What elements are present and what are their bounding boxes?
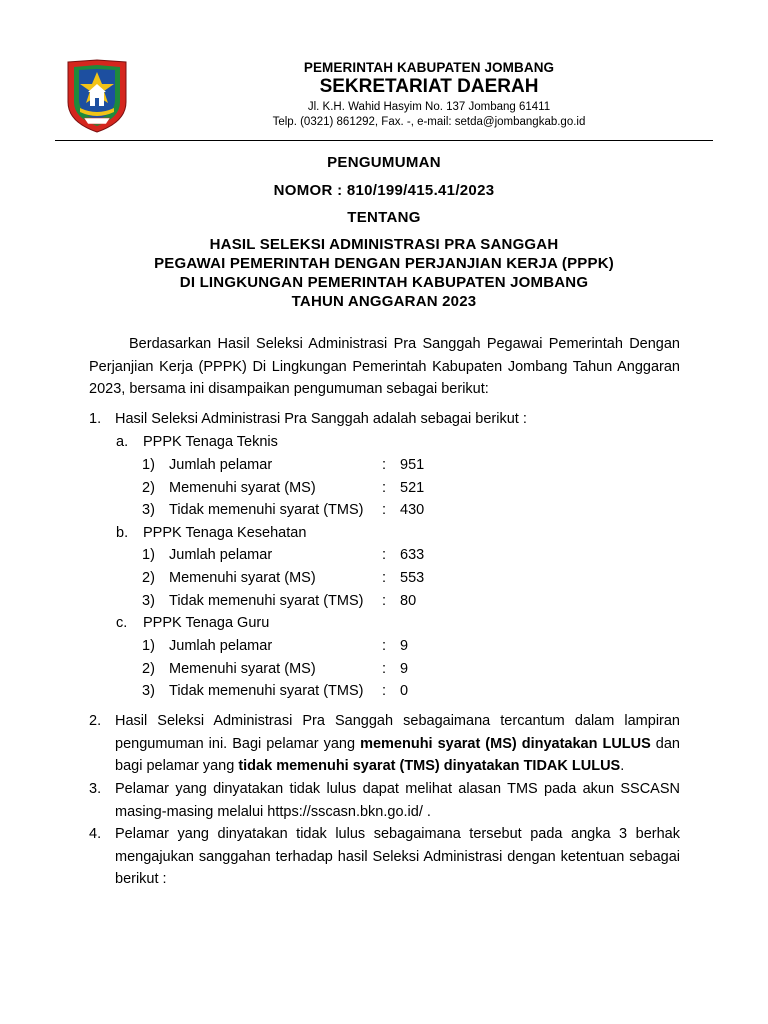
- point-2: [89, 710, 680, 778]
- row-separator: :: [382, 683, 387, 699]
- row-value: 633: [400, 547, 425, 563]
- point-number: 4.: [89, 826, 102, 842]
- group-name: PPPK Tenaga Teknis: [143, 434, 278, 450]
- row-value: 0: [400, 683, 409, 699]
- row-index: 3): [142, 502, 155, 518]
- row-value: 80: [400, 593, 417, 609]
- row-value: 9: [400, 638, 409, 654]
- subject-line: HASIL SELEKSI ADMINISTRASI PRA SANGGAH: [209, 236, 559, 253]
- row-index: 2): [142, 570, 155, 586]
- row-value: 9: [400, 661, 409, 677]
- point-text-part: .: [620, 758, 625, 775]
- row-index: 1): [142, 457, 155, 473]
- letterhead-divider: [55, 140, 713, 141]
- announcement-titles: [60, 153, 708, 311]
- announcement-about: TENTANG: [347, 209, 421, 226]
- stat-row: [142, 680, 462, 703]
- point-number: 1.: [89, 411, 102, 427]
- point-text-part: dan bagi pelamar yang: [115, 735, 680, 775]
- row-index: 1): [142, 547, 155, 563]
- row-separator: :: [382, 480, 387, 496]
- row-label: Tidak memenuhi syarat (TMS): [169, 683, 364, 699]
- row-separator: :: [382, 457, 387, 473]
- group-letter: a.: [116, 434, 129, 450]
- group-name: PPPK Tenaga Kesehatan: [143, 525, 307, 541]
- group-heading: [116, 612, 269, 635]
- stat-row: [142, 590, 462, 613]
- jombang-regency-emblem-icon: [66, 58, 128, 134]
- subject-line: DI LINGKUNGAN PEMERINTAH KABUPATEN JOMBANG: [179, 274, 589, 291]
- point-number: 2.: [89, 713, 102, 729]
- row-value: 521: [400, 480, 425, 496]
- point-text-bold: tidak memenuhi syarat (TMS) dinyatakan TIDAK LULUS: [238, 758, 621, 775]
- stat-row: [142, 544, 462, 567]
- stat-row: [142, 499, 462, 522]
- stat-row: [142, 635, 462, 658]
- announcement-number: NOMOR : 810/199/415.41/2023: [273, 182, 495, 199]
- group-letter: c.: [116, 615, 128, 631]
- group-name: PPPK Tenaga Guru: [143, 615, 270, 631]
- point-4: [89, 823, 680, 891]
- point-text-bold: memenuhi syarat (MS) dinyatakan LULUS: [360, 735, 651, 752]
- letterhead-address: Jl. K.H. Wahid Hasyim No. 137 Jombang 61411: [307, 101, 551, 113]
- group-heading: [116, 522, 306, 545]
- row-index: 2): [142, 480, 155, 496]
- row-label: Tidak memenuhi syarat (TMS): [169, 593, 364, 609]
- row-label: Jumlah pelamar: [169, 638, 273, 654]
- row-label: Memenuhi syarat (MS): [169, 480, 316, 496]
- point-number: 3.: [89, 781, 102, 797]
- row-value: 430: [400, 502, 425, 518]
- subject-line: PEGAWAI PEMERINTAH DENGAN PERJANJIAN KERJA (PPPK): [154, 255, 614, 272]
- letterhead-office: SEKRETARIAT DAERAH: [319, 76, 539, 97]
- row-index: 3): [142, 683, 155, 699]
- point-text: Pelamar yang dinyatakan tidak lulus dapat melihat alasan TMS pada akun SSCASN masing-masing melalui https://sscasn.bkn.go.id/ .: [115, 781, 680, 820]
- point-text: Hasil Seleksi Administrasi Pra Sanggah adalah sebagai berikut :: [115, 411, 527, 427]
- row-separator: :: [382, 547, 387, 563]
- intro-paragraph: Berdasarkan Hasil Seleksi Administrasi Pra Sanggah Pegawai Pemerintah Dengan Perjanjian Kerja (PPPK) Di Lingkungan Pemerintah Kabupaten Jombang Tahun Anggaran 2023, bersama ini disampaikan pengumuman sebagai berikut:: [89, 336, 680, 398]
- point-text: Pelamar yang dinyatakan tidak lulus sebagaimana tersebut pada angka 3 berhak mengajukan sanggahan terhadap hasil Seleksi Administrasi dengan ketentuan sebagai berikut :: [115, 826, 680, 888]
- row-separator: :: [382, 638, 387, 654]
- row-value: 951: [400, 457, 425, 473]
- group-heading: [116, 431, 278, 454]
- row-label: Jumlah pelamar: [169, 457, 273, 473]
- row-label: Tidak memenuhi syarat (TMS): [169, 502, 364, 518]
- row-separator: :: [382, 661, 387, 677]
- stat-row: [142, 477, 462, 500]
- row-index: 1): [142, 638, 155, 654]
- row-separator: :: [382, 593, 387, 609]
- point-3: [89, 778, 680, 823]
- announcement-label: PENGUMUMAN: [327, 154, 441, 171]
- row-label: Memenuhi syarat (MS): [169, 570, 316, 586]
- row-index: 2): [142, 661, 155, 677]
- row-label: Memenuhi syarat (MS): [169, 661, 316, 677]
- point-1: [89, 408, 680, 431]
- row-label: Jumlah pelamar: [169, 547, 273, 563]
- row-index: 3): [142, 593, 155, 609]
- subject-line: TAHUN ANGGARAN 2023: [291, 293, 477, 310]
- letterhead: [200, 60, 658, 130]
- stat-row: [142, 658, 462, 681]
- stat-row: [142, 454, 462, 477]
- letterhead-contact: Telp. (0321) 861292, Fax. -, e-mail: setda@jombangkab.go.id: [272, 116, 586, 128]
- letterhead-government: PEMERINTAH KABUPATEN JOMBANG: [303, 60, 555, 75]
- row-separator: :: [382, 502, 387, 518]
- stat-row: [142, 567, 462, 590]
- point-text-part: Hasil Seleksi Administrasi Pra Sanggah sebagaimana tercantum dalam lampiran pengumuman ini. Bagi pelamar yang: [115, 713, 680, 752]
- row-value: 553: [400, 570, 425, 586]
- group-letter: b.: [116, 525, 129, 541]
- row-separator: :: [382, 570, 387, 586]
- point-text: [115, 710, 680, 778]
